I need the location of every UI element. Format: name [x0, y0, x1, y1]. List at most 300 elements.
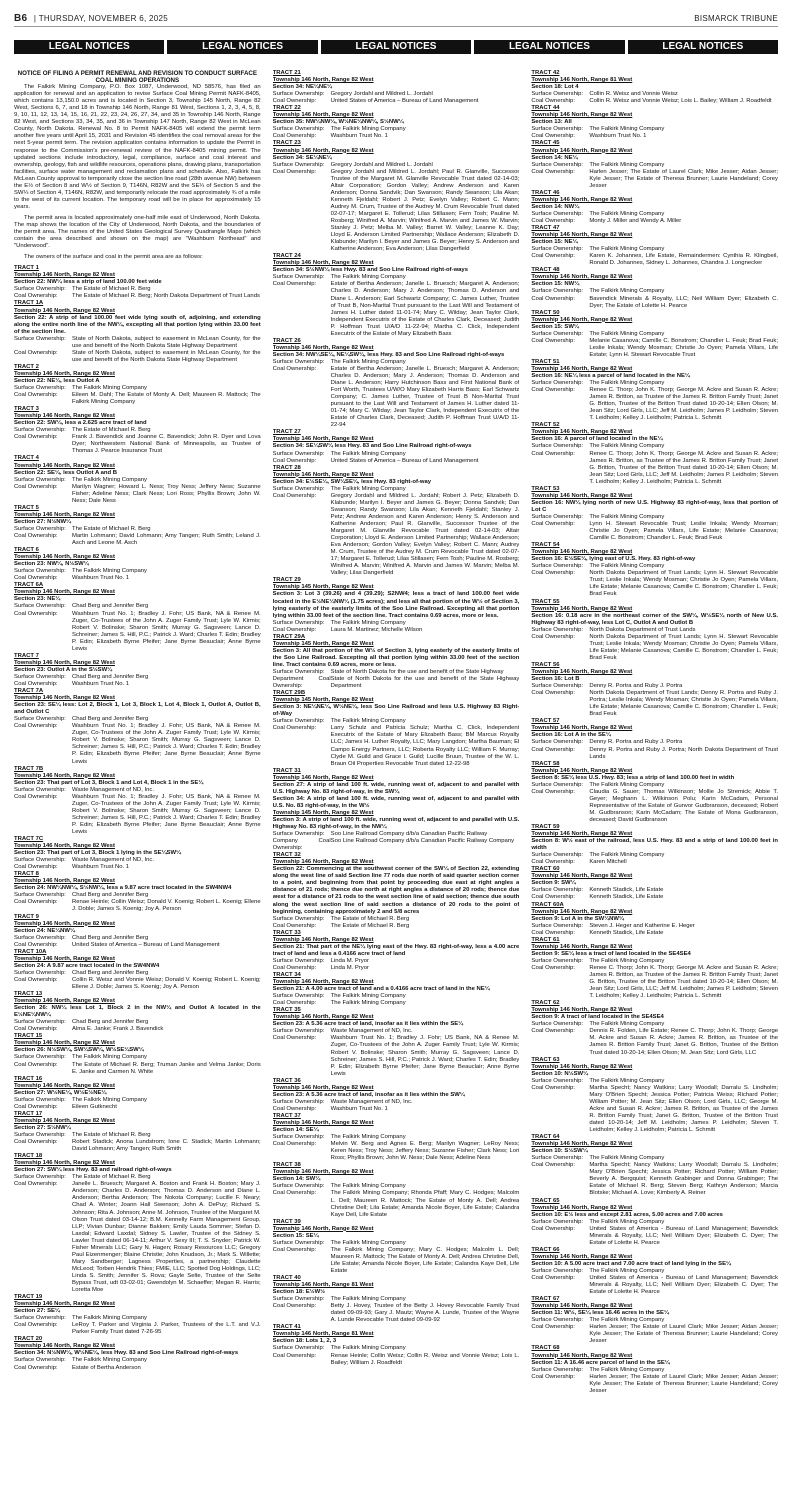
- ownership-value: The Falkirk Mining Company: [72, 385, 147, 392]
- township-range: Township 146 North, Range 82 West: [14, 1117, 115, 1124]
- ownership-label: Coal Ownership:: [14, 575, 58, 582]
- ownership-value: Collin R. Weisz and Vonnie Weisz; Lois L. Bailey; William J. Roadfeldt: [589, 98, 772, 105]
- ownership-row: [531, 852, 778, 859]
- ownership-label: Coal Ownership:: [531, 217, 575, 224]
- tract-heading: TRACT 61: [531, 936, 560, 943]
- ownership-row: [531, 789, 778, 824]
- legal-description: Section 15: NE¼: [531, 239, 578, 246]
- ownership-label: Coal Ownership:: [272, 98, 317, 105]
- legal-description: Section 16: Lot A in the SE¼: [531, 732, 611, 739]
- legal-description: Section 34: S½NW¼ less Hwy. 83 and Soo Line Railroad right-of-ways: [272, 267, 468, 274]
- ownership-label: Coal Ownership:: [272, 922, 317, 929]
- ownership-value: The Falkirk Mining Company: [72, 1315, 147, 1322]
- tract-heading: TRACT 29: [272, 577, 301, 584]
- township-range: Township 146 North, Range 82 West: [272, 774, 374, 781]
- ownership-label: Surface Ownership:: [531, 852, 584, 859]
- legal-description: Section 23: NW¼, N½SW¼: [14, 561, 89, 568]
- ownership-value: Chad Berg and Jennifer Berg: [72, 892, 149, 899]
- ownership-value: United States of America – Bureau of Land Management: [330, 98, 479, 105]
- ownership-value: Denny R. Portra and Ruby J. Portra: [589, 739, 683, 746]
- township-range: Township 146 North, Range 82 West: [14, 1343, 115, 1350]
- tract-heading: TRACT 5: [14, 504, 39, 511]
- tract-heading: TRACT 17: [14, 1110, 43, 1117]
- ownership-value: State of North Dakota, subject to easement in McLean County, for the use and benefit of the North Dakota State Highway Department: [72, 335, 261, 349]
- ownership-value: Renee C. Thorp; John K. Thorp; George M. Ackre and Susan R. Ackre; James R. Britton, as Trustee of the James R. Britton Family Trust; Janet G. Britton, Trustee of the Britton Trust dated 10-20-14; Ellen Olson; M. Jean Sitz; Lord Girls, LLC; Jeff M. Leidholm; James P. Leidholm; Steven T. Leidholm; Kelley J. Leidholm; Patricia L. Schmitt: [589, 964, 778, 1000]
- legal-description: Section 27: A strip of land 100 ft. wide, running west of, adjacent to and parallel with U.S. Highway No. 83 right-of-way, in the SW¼: [272, 781, 520, 795]
- tract-heading: TRACT 20: [14, 1336, 43, 1343]
- ownership-row: [531, 246, 778, 253]
- legal-description: Section 34: E½SE¼, SW¼SE¼, less Hwy. 83 right-of-way: [272, 478, 432, 485]
- ownership-row: [14, 603, 261, 610]
- tract-list: [531, 70, 778, 1395]
- ownership-row: [14, 286, 261, 293]
- ownership-value: Gregory Jordahl and Mildred L. Jordahl; Robert J. Petz; Elizabeth D. Klabunde; Marilyn I. Beyer and James G. Beyer; Donna Sandvik; Dan Swanson; Randy Swanson; Lila Akan; Kenneth Fjeldahl; Stanley J. Petz; Andrew Anderson and Karen Anderson; Henry S. Anderson and Katherine Anderson; Paul R. Glanville, Successor Trustee of the Margaret M. Glanville Revocable Trust dated 02-14-03; Altair Corporation; Lloyd E. Anderson Limited Partnership; Wallace Anderson; Eva Anderson; Gordon Valley; Evelyn Valley; Robert C. Mann; Audrey M. Crum, Trustee of the Audrey M. Crum Revocable Trust dated 02-07-17; Margaret E. Tollerud; Lilas Stillasen; Fern Tosh; Pauline M. Rosberg; Winifred A. Marvin; Winifred A. Marvin and James W. Marvin; Melba M. Valley; Lilas Dangerfield: [330, 492, 520, 577]
- ownership-row: [273, 162, 520, 169]
- ownership-row: [273, 725, 520, 767]
- township-range: Township 145 North, Range 82 West: [272, 697, 374, 704]
- township-range: Township 146 North, Range 82 West: [531, 1352, 633, 1359]
- ownership-row: [273, 281, 520, 337]
- ownership-row: [273, 486, 520, 493]
- ownership-value: Eileen M. Dahl; The Estate of Monty A. Dell; Maureen R. Mattock; The Falkirk Mining Company: [72, 392, 261, 406]
- ownership-value: Alma E. Janke; Frank J. Bavendick: [72, 1026, 164, 1033]
- ownership-value: Soo Line Railroad Company d/b/a Canadian Pacific Railway Company: [330, 838, 515, 845]
- ownership-value: Claudia G. Sauer; Thomas Wilkinson; Mollie Jo Stremick; Abbie T. Geyer; Meghann L. Wilkinson Polu; Karin McCadam, Personal Representative of the Estate of Gunvor Gudbranson, deceased; Robert M. Gudbranson; Karin McCadam; The Estate of Mona Gudbranson, deceased; David Gudbranson: [589, 788, 778, 823]
- ownership-label: Surface Ownership:: [531, 1218, 584, 1225]
- township-range: Township 146 North, Range 82 West: [14, 998, 115, 1005]
- ownership-label: Coal Ownership:: [14, 1103, 58, 1110]
- ownership-value: The Falkirk Mining Company: [589, 210, 665, 217]
- township-range: Township 146 North, Range 82 West: [272, 344, 374, 351]
- legal-description: Section 16: Lot B: [531, 676, 580, 683]
- ownership-row: [273, 1000, 520, 1007]
- ownership-label: Surface Ownership:: [531, 781, 584, 788]
- ownership-label: Surface Ownership:: [272, 1345, 325, 1352]
- ownership-row: [273, 1296, 520, 1303]
- ownership-value: Harlen Jesser; The Estate of Laurel Clark; Mike Jesser; Aidan Jesser; Kyle Jesser; The Estate of Theresa Brunner; Laurie Handeland; Corey Jesser: [589, 1373, 778, 1394]
- township-range: Township 146 North, Range 82 West: [531, 943, 633, 950]
- ownership-value: The Falkirk Mining Company: [72, 476, 147, 483]
- ownership-value: The Falkirk Mining Company: [330, 718, 406, 725]
- ownership-label: Company Coal Ownership:: [272, 838, 331, 852]
- ownership-row: [273, 1240, 520, 1247]
- tract-heading: TRACT 65: [531, 1197, 560, 1204]
- ownership-row: [531, 133, 778, 140]
- ownership-row: [273, 838, 520, 852]
- tract-heading: TRACT 31: [272, 767, 301, 774]
- ownership-label: Coal Ownership:: [531, 633, 575, 640]
- ownership-value: Kenneth Stadick, Life Estate: [589, 887, 664, 894]
- ownership-label: Coal Ownership:: [531, 894, 575, 901]
- ownership-row: [531, 1374, 778, 1395]
- ownership-row: [14, 1026, 261, 1033]
- ownership-row: [273, 1106, 520, 1113]
- legal-description: Section 23: A 5.36 acre tract of land, insofar as it lies within the SE¼: [272, 1021, 464, 1028]
- tract-heading: TRACT 29B: [272, 690, 306, 697]
- ownership-label: Surface Ownership:: [531, 957, 584, 964]
- ownership-row: [14, 899, 261, 913]
- ownership-label: Surface Ownership:: [531, 887, 584, 894]
- tract-heading: TRACT 7C: [14, 836, 44, 843]
- township-range: Township 146 North, Range 82 West: [272, 1084, 374, 1091]
- ownership-label: Coal Ownership:: [272, 1035, 317, 1042]
- banner-label: LEGAL NOTICES: [474, 40, 624, 54]
- legal-description: Section 18: E½W½: [272, 1289, 326, 1296]
- tract-heading: TRACT 10A: [14, 948, 47, 955]
- tract-heading: TRACT 32: [272, 852, 301, 859]
- ownership-value: Melanie Casanova; Camille C. Bonstrom; Chandler L. Feuk; Brad Feuk; Leslie Inkala; Wendy Mosman; Christie Jo Oyen; Pamela Villars, Life Estate; Lynn H. Stewart Revocable Trust: [589, 337, 778, 358]
- legal-description: Section 14: SW¼: [272, 1176, 321, 1183]
- ownership-value: The Falkirk Mining Company: [589, 1218, 665, 1225]
- ownership-label: Surface Ownership:: [272, 358, 325, 365]
- ownership-label: Surface Ownership:: [531, 1021, 584, 1028]
- tract-heading: TRACT 9: [14, 913, 39, 920]
- ownership-label: Surface Ownership:: [531, 922, 584, 929]
- notice-columns: [14, 70, 778, 1502]
- legal-description: Section 16: E½SE¼, lying east of U.S. Hwy. 83 right-of-way: [531, 556, 696, 563]
- legal-description: Section 24: NW¼NW¼, S½NW¼, less a 9.87 acre tract located in the SW4NW4: [14, 885, 232, 892]
- ownership-label: Surface Ownership:: [531, 126, 584, 133]
- ownership-value: The Falkirk Mining Company: [72, 568, 147, 575]
- ownership-row: [531, 1268, 778, 1275]
- ownership-label: Surface Ownership:: [531, 288, 584, 295]
- ownership-value: The Falkirk Mining Company: [589, 288, 665, 295]
- ownership-row: [273, 965, 520, 972]
- ownership-value: The Estate of Michael R. Berg: [330, 915, 410, 922]
- township-range: Township 146 North, Range 82 West: [14, 1040, 115, 1047]
- ownership-label: Coal Ownership:: [272, 281, 317, 288]
- tract-heading: TRACT 53: [531, 485, 560, 492]
- ownership-label: Department Coal Ownership:: [272, 676, 331, 690]
- legal-description: Section 10: A 5.00 acre tract and 7.00 acre tract of land lying in the SE¼: [531, 1260, 731, 1267]
- ownership-value: The Falkirk Mining Company: [330, 993, 406, 1000]
- township-range: Township 146 North, Range 82 West: [14, 1301, 115, 1308]
- township-range: Township 146 North, Range 82 West: [272, 979, 374, 986]
- ownership-label: Coal Ownership:: [272, 725, 317, 732]
- ownership-row: [14, 434, 261, 455]
- township-range: Township 146 North, Range 82 West: [531, 112, 633, 119]
- tract-heading: TRACT 29A: [272, 633, 306, 640]
- ownership-row: [14, 1357, 261, 1364]
- ownership-row: [14, 336, 261, 350]
- ownership-value: The Estate of Michael R. Berg: [330, 922, 410, 929]
- tract-heading: TRACT 26: [272, 337, 301, 344]
- legal-description: Section 22: NE¼, less Outlot A: [14, 377, 100, 384]
- ownership-row: [14, 1132, 261, 1139]
- ownership-row: [273, 1353, 520, 1367]
- ownership-row: [273, 133, 520, 140]
- ownership-row: [531, 91, 778, 98]
- ownership-row: [273, 1247, 520, 1275]
- tract-heading: TRACT 1A: [14, 300, 44, 307]
- banner-label: LEGAL NOTICES: [167, 40, 317, 54]
- ownership-label: Coal Ownership:: [531, 98, 575, 105]
- township-range: Township 146 North, Range 82 West: [531, 492, 633, 499]
- ownership-row: [273, 126, 520, 133]
- township-range: Township 146 North, Range 82 West: [14, 370, 115, 377]
- ownership-row: [531, 1317, 778, 1324]
- ownership-value: Steven J. Heger and Katherine E. Heger: [589, 922, 695, 929]
- ownership-row: [14, 942, 261, 949]
- ownership-label: Surface Ownership:: [14, 892, 66, 899]
- ownership-value: United States of America – Bureau of Land Management: [330, 457, 479, 464]
- ownership-label: Coal Ownership:: [272, 492, 317, 499]
- ownership-value: Dennis R. Folden, Life Estate; Renee C. Thorp; John K. Thorp; George M. Ackre and Susan R. Ackre; James R. Britton, as Trustee of the James R. Britton Family Trust; Janet G. Britton, Trustee of the Britton Trust dated 10-20-14; Ellen Olson; M. Jean Sitz; Lord Girls, LLC: [589, 1028, 778, 1056]
- issue-date: THURSDAY, NOVEMBER 6, 2025: [38, 13, 169, 23]
- ownership-row: [531, 380, 778, 387]
- tract-heading: TRACT 6: [14, 547, 39, 554]
- ownership-label: Surface Ownership:: [272, 1296, 325, 1303]
- legal-description: Section 23: NE¼: [14, 596, 61, 603]
- ownership-label: Surface Ownership:: [14, 286, 66, 293]
- ownership-row: [273, 98, 520, 105]
- banner-label: LEGAL NOTICES: [628, 40, 778, 54]
- legal-description: Section 10: E½ less and except 2.81 acres, 5.00 acres and 7.00 acres: [531, 1211, 723, 1218]
- township-range: Township 146 North, Range 82 West: [531, 668, 633, 675]
- tract-heading: TRACT 2: [14, 363, 39, 370]
- ownership-row: [273, 451, 520, 458]
- ownership-label: Coal Ownership:: [272, 168, 317, 175]
- ownership-value: Marilyn Wagner; Howard L. Ness; Troy Ness; Jeffery Ness; Suzanne Fisher; Adeline Ness; Clark Ness; Lori Ross; Phyllis Brown; John W. Ness; Dale Ness: [72, 483, 261, 504]
- ownership-label: Surface Ownership:: [14, 603, 66, 610]
- ownership-label: Coal Ownership:: [14, 941, 58, 948]
- township-range: Township 146 North, Range 82 West: [14, 272, 115, 279]
- legal-description: Section 27: S½NW¼: [14, 1124, 71, 1131]
- township-range: Township 146 North, Range 81 West: [272, 1331, 374, 1338]
- ownership-row: [531, 690, 778, 718]
- ownership-row: [273, 1345, 520, 1352]
- legal-description: Section 3: Lot 3 (39.26) and 4 (39.29); S2NW4; less a tract of land 100.00 feet wide located in the E½NE¼NW¼ (1.75 acres); and less all that portion of the W½ of Section 3, lying easterly of the easterly limits of the Soo Line Railroad. Excepting all that portion lying within 33.00 feet of the section line. Tract contains 0.69 acres, more or less.: [272, 591, 520, 619]
- tract-heading: TRACT 67: [531, 1296, 560, 1303]
- legal-description: Section 23: That part of Lot 3, Block 1 and Lot 4, Block 1 in the SE¼: [14, 779, 204, 786]
- ownership-label: Coal Ownership:: [272, 457, 317, 464]
- ownership-row: [273, 1035, 520, 1077]
- ownership-value: The Falkirk Mining Company: [330, 1134, 406, 1141]
- ownership-label: Surface Ownership:: [272, 1028, 325, 1035]
- ownership-row: [14, 575, 261, 582]
- ownership-value: The Falkirk Mining Company: [330, 126, 406, 133]
- ownership-value: The Falkirk Mining Company: [589, 380, 665, 387]
- ownership-label: Surface Ownership:: [14, 1357, 66, 1364]
- township-range: Township 146 North, Range 82 West: [531, 605, 633, 612]
- ownership-value: State of North Dakota for the use and benefit of the State Highway: [330, 668, 504, 675]
- ownership-label: Surface Ownership:: [272, 274, 325, 281]
- ownership-row: [273, 993, 520, 1000]
- ownership-row: [273, 1190, 520, 1218]
- ownership-value: The Falkirk Mining Company: [72, 1096, 147, 1103]
- ownership-label: Surface Ownership:: [272, 668, 325, 675]
- township-range: Township 146 North, Range 82 West: [14, 462, 115, 469]
- legal-description: Section 15: SW¼: [531, 323, 579, 330]
- ownership-value: The Falkirk Mining Company: [330, 358, 406, 365]
- ownership-label: Surface Ownership:: [531, 380, 584, 387]
- ownership-label: Coal Ownership:: [531, 253, 575, 260]
- tract-heading: TRACT 64: [531, 1134, 560, 1141]
- ownership-label: Surface Ownership:: [272, 161, 325, 168]
- legal-description: Section 18: Lots 1, 2, 3: [272, 1338, 337, 1345]
- ownership-label: Coal Ownership:: [531, 1084, 575, 1091]
- ownership-row: [14, 293, 261, 300]
- township-range: Township 146 North, Range 82 West: [531, 1141, 633, 1148]
- tract-heading: TRACT 4: [14, 455, 39, 462]
- ownership-row: [14, 970, 261, 977]
- ownership-value: The Falkirk Mining Company: [330, 619, 406, 626]
- ownership-row: [14, 385, 261, 392]
- ownership-row: [531, 570, 778, 598]
- tract-heading: TRACT 58: [531, 760, 560, 767]
- ownership-label: Surface Ownership:: [14, 1096, 66, 1103]
- legal-description: Section 35: NW¼NW¼, W½NE¼NW¼, S½NW¼: [272, 119, 404, 126]
- ownership-label: Surface Ownership:: [14, 1019, 66, 1026]
- township-range: Township 146 North, Range 82 West: [531, 429, 633, 436]
- ownership-label: Surface Ownership:: [14, 1054, 66, 1061]
- ownership-value: The Falkirk Mining Company: [589, 563, 665, 570]
- ownership-row: [531, 634, 778, 662]
- legal-description: Section 21: A 4.00 acre tract of land and a 0.4166 acre tract of land in the NE¼: [272, 986, 490, 993]
- ownership-label: Surface Ownership:: [531, 683, 584, 690]
- paper-name: BISMARCK TRIBUNE: [694, 13, 778, 23]
- ownership-value: Martha Specht; Nancy Watkins; Larry Woodall; Darralu S. Lindholm; Mary O'Brien Specht; Jessica Potter; Patricia Weiss; Richard Potter; William Potter; M. Jean Sitz; Ellen Olson; Lord Girls, LLC; George M. Ackre and Susan R. Ackre; James R. Britton, as Trustee of the James R. Britton Family Trust; Janet G. Britton, Trustee of the Britton Trust dated 10-20-14; Jeff M. Leidholm; James P. Leidholm; Steven T. Leidholm; Kelley J. Leidholm; Patricia L. Schmitt: [589, 1084, 778, 1134]
- tract-heading: TRACT 51: [531, 358, 560, 365]
- ownership-label: Surface Ownership:: [14, 857, 66, 864]
- ownership-value: Linda M. Pryor: [330, 957, 369, 964]
- legal-description: Section 16: NW¼ lying north of new U.S. Highway 83 right-of-way, less that portion of Lot C: [531, 499, 778, 513]
- ownership-label: Surface Ownership:: [531, 626, 584, 633]
- ownership-row: [14, 427, 261, 434]
- township-range: Township 146 North, Range 82 West: [14, 695, 115, 702]
- section-banner: [14, 40, 778, 54]
- legal-description: Section 23: That part of Lot 3, Block 1 lying in the SE¼SW¼: [14, 850, 181, 857]
- ownership-label: Coal Ownership:: [531, 1028, 575, 1035]
- ownership-row: [14, 723, 261, 765]
- tract-heading: TRACT 13: [14, 991, 43, 998]
- ownership-row: [14, 977, 261, 991]
- ownership-value: Washburn Trust No. 1; Bradley J. Fohr; US Bank, NA & Renee M. Zuger, Co-Trustees of the John A. Zuger Family Trust; Lyle W. Kirmis; Robert V. Bolinske; Sharon Smith; Murray G. Sagsveen; Lance D. Schreiner; James S. Hill, P.C.; Patrick J. Ward; Charles T. Edin; Bradley P. Edin; Elizabeth Byrne Pfeifer; Jane Byrne Beauclair; Anne Byrne Lewis: [72, 610, 261, 652]
- ownership-row: [531, 218, 778, 225]
- township-range: Township 146 North, Range 82 West: [272, 436, 374, 443]
- ownership-label: Surface Ownership:: [272, 485, 325, 492]
- ownership-label: Coal Ownership:: [14, 293, 58, 300]
- ownership-row: [273, 1183, 520, 1190]
- legal-description: Section 34: A strip of land 100 ft. wide, running west of, adjacent to and parallel with U.S. No. 83 right-of-way, in the W½: [272, 795, 520, 809]
- legal-description: Section 34: NE¼NE¼: [272, 84, 332, 91]
- ownership-label: Coal Ownership:: [14, 723, 58, 730]
- ownership-value: Waste Management of ND, Inc.: [72, 857, 154, 864]
- ownership-row: [531, 1367, 778, 1374]
- ownership-label: Coal Ownership:: [531, 929, 575, 936]
- tract-heading: TRACT 47: [531, 225, 560, 232]
- legal-description: Section 23: Outlot A in the S½SW¼: [14, 666, 113, 673]
- page-number: B6: [14, 12, 28, 24]
- legal-description: Section 27: SW¼ less Hwy. 83 and railroad right-of-ways: [14, 1167, 172, 1174]
- ownership-label: Surface Ownership:: [14, 716, 66, 723]
- legal-description: Section 18: Lot 4: [531, 84, 579, 91]
- ownership-row: [531, 782, 778, 789]
- ownership-row: [14, 1097, 261, 1104]
- ownership-row: [273, 923, 520, 930]
- legal-description: Section 11: A 16.46 acre parcel of land in the SE¼: [531, 1359, 670, 1366]
- ownership-label: Coal Ownership:: [531, 964, 575, 971]
- ownership-row: [531, 451, 778, 486]
- ownership-value: The Falkirk Mining Company: [330, 450, 406, 457]
- legal-description: Section 11: W½, SE¼ less 16.46 acres in the SE¼: [531, 1310, 669, 1317]
- column-2: [273, 70, 520, 1502]
- ownership-label: Coal Ownership:: [14, 1181, 58, 1188]
- ownership-row: [273, 1303, 520, 1324]
- ownership-value: The Estate of Michael R. Berg; North Dakota Department of Trust Lands: [72, 293, 260, 300]
- tract-heading: TRACT 33: [272, 929, 301, 936]
- ownership-label: Coal Ownership:: [14, 392, 58, 399]
- separator: |: [33, 13, 37, 23]
- notice-paragraph: The permit area is located approximately one-half mile east of Underwood, North Dakota. The map shows the location of the City of Underwood, North Dakota, and the boundaries of the permit area. The names of the United States Geological Survey Quadrangle Maps (which contain the area described and shown on the map) are "Washburn Northeast" and "Underwood".: [14, 214, 261, 250]
- ownership-row: [273, 169, 520, 254]
- ownership-row: [273, 458, 520, 465]
- ownership-value: The Falkirk Mining Company: [589, 246, 665, 253]
- ownership-row: [14, 350, 261, 364]
- ownership-value: The Falkirk Mining Company: [589, 1366, 665, 1373]
- tract-heading: TRACT 62: [531, 1000, 560, 1007]
- township-range: Township 146 North, Range 81 West: [272, 1282, 374, 1289]
- ownership-value: Harlen Jesser; The Estate of Laurel Clark; Mike Jesser; Aidan Jesser; Kyle Jesser; The Estate of Theresa Brunner; Laurie Handeland; Corey Jesser: [589, 168, 778, 189]
- township-range: Township 146 North, Range 82 West: [272, 936, 374, 943]
- tract-heading: TRACT 28: [272, 464, 301, 471]
- ownership-label: Surface Ownership:: [531, 563, 584, 570]
- ownership-row: [531, 296, 778, 310]
- tract-heading: TRACT 45: [531, 140, 560, 147]
- ownership-label: Coal Ownership:: [14, 349, 58, 356]
- tract-heading: TRACT 8: [14, 871, 39, 878]
- township-range: Township 146 North, Range 82 West: [272, 859, 374, 866]
- ownership-label: Surface Ownership:: [531, 1267, 584, 1274]
- legal-description: Section 15: NW¼: [531, 281, 580, 288]
- ownership-value: Estate of Bertha Anderson; Janelle L. Bruesch; Margaret A. Anderson; Charles D. Anderson; Mary J. Anderson; Thomas D. Anderson and Diane L. Anderson; Earl Schwartz Company; C. James Luther, Trustee of Trust B, Non-Marital Trust pursuant to the Last Will and Testament of James H. Luther dated 11-01-74; Mary C. Wilday; Jean Taylor Clark, Independent Executrix of the Estate of Charles Clark, Deceased; Judith P. Hoffman Trust U/A/D 11-22-94; Martha C. Click, Independent Executrix of the Estate of Mary Elizabeth Bass: [330, 281, 520, 337]
- ownership-label: Surface Ownership:: [272, 619, 325, 626]
- notice-title: NOTICE OF FILING A PERMIT RENEWAL AND REVISION TO CONDUCT SURFACE COAL MINING OPERATIONS: [17, 70, 258, 85]
- ownership-value: Karen K. Johannes, Life Estate, Remaindermen: Cynthia R. Klingbeil, Ronald D. Johannes, Sidney L. Johannes, Chandra J. Longnecker: [589, 253, 778, 267]
- tract-heading: TRACT 60: [531, 866, 560, 873]
- ownership-label: Coal Ownership:: [272, 1352, 317, 1359]
- ownership-label: Surface Ownership:: [272, 957, 325, 964]
- ownership-value: The Falkirk Mining Company: [589, 1267, 665, 1274]
- tract-heading: TRACT 46: [531, 189, 560, 196]
- ownership-row: [531, 627, 778, 634]
- ownership-label: Surface Ownership:: [531, 1366, 584, 1373]
- ownership-value: Larry Schulz and Patricia Schulz; Martha C. Click, Independent Executrix of the Estate of Mary Elizabeth Bass; BM Marcus Royalty LLC; James H. Luther Royalty, LLC; Mary Langdon; Martha Bauman; El Campo Energy Partners, LLC; Roberta Royalty LLC; William F. Murray; Clyde M. Guild and Grace I. Guild; Lucille Bruun, Trustee of the W. L. Braun Oil Properties Revocable Trust dated 12-22-98: [330, 725, 520, 767]
- ownership-value: Washburn Trust No. 1; Bradley J. Fohr; US Bank, NA & Renee M. Zuger, Co-Trustees of the John A. Zuger Family Trust; Lyle W. Kirmis; Robert V. Bolinske; Sharon Smith; Murray G. Sagsveen; Lance D. Schreiner; James S. Hill, P.C.; Patrick J. Ward; Charles T. Edin; Bradley P. Edin; Elizabeth Byrne Pfeifer; Jane Byrne Beauclair; Anne Byrne Lewis: [72, 793, 261, 835]
- ownership-value: Kenneth Stadick, Life Estate: [589, 894, 664, 901]
- ownership-row: [531, 1021, 778, 1028]
- ownership-row: [531, 965, 778, 1000]
- township-range: Township 146 North, Range 82 West: [531, 1007, 633, 1014]
- ownership-value: Renee C. Thorp; John K. Thorp; George M. Ackre and Susan R. Ackre; James R. Britton, as Trustee of the James R. Britton Family Trust; Janet G. Britton, Trustee of the Britton Trust dated 10-20-14; Ellen Olson; M. Jean Sitz; Lord Girls, LLC; Jeff M. Leidholm; James P. Leidholm; Steven T. Leidholm; Kelley J. Leidholm; Patricia L. Schmitt: [589, 387, 778, 422]
- township-range: Township 146 North, Range 82 West: [272, 1119, 374, 1126]
- ownership-label: Surface Ownership:: [14, 568, 66, 575]
- ownership-label: Coal Ownership:: [531, 337, 575, 344]
- ownership-value: Lynn H. Stewart Revocable Trust; Leslie Inkala; Wendy Mosman; Christie Jo Oyen; Pamela Villars, Life Estate; Melanie Casanova; Camille C. Bonstrom; Chandler L. Feuk; Brad Feuk: [589, 521, 778, 542]
- tract-heading: TRACT 7: [14, 652, 39, 659]
- ownership-row: [273, 274, 520, 281]
- ownership-row: [273, 831, 520, 838]
- ownership-value: Chad Berg and Jennifer Berg: [72, 1019, 149, 1026]
- township-range: Township 146 North, Range 82 West: [531, 908, 633, 915]
- ownership-value: Waste Management of ND, Inc.: [330, 1028, 413, 1035]
- township-range: Township 146 North, Range 82 West: [531, 316, 633, 323]
- ownership-label: Surface Ownership:: [14, 525, 66, 532]
- township-range: Township 146 North, Range 82 West: [531, 549, 633, 556]
- ownership-value: The Falkirk Mining Company: [589, 443, 665, 450]
- column-3: [531, 70, 778, 1502]
- ownership-label: Coal Ownership:: [14, 793, 58, 800]
